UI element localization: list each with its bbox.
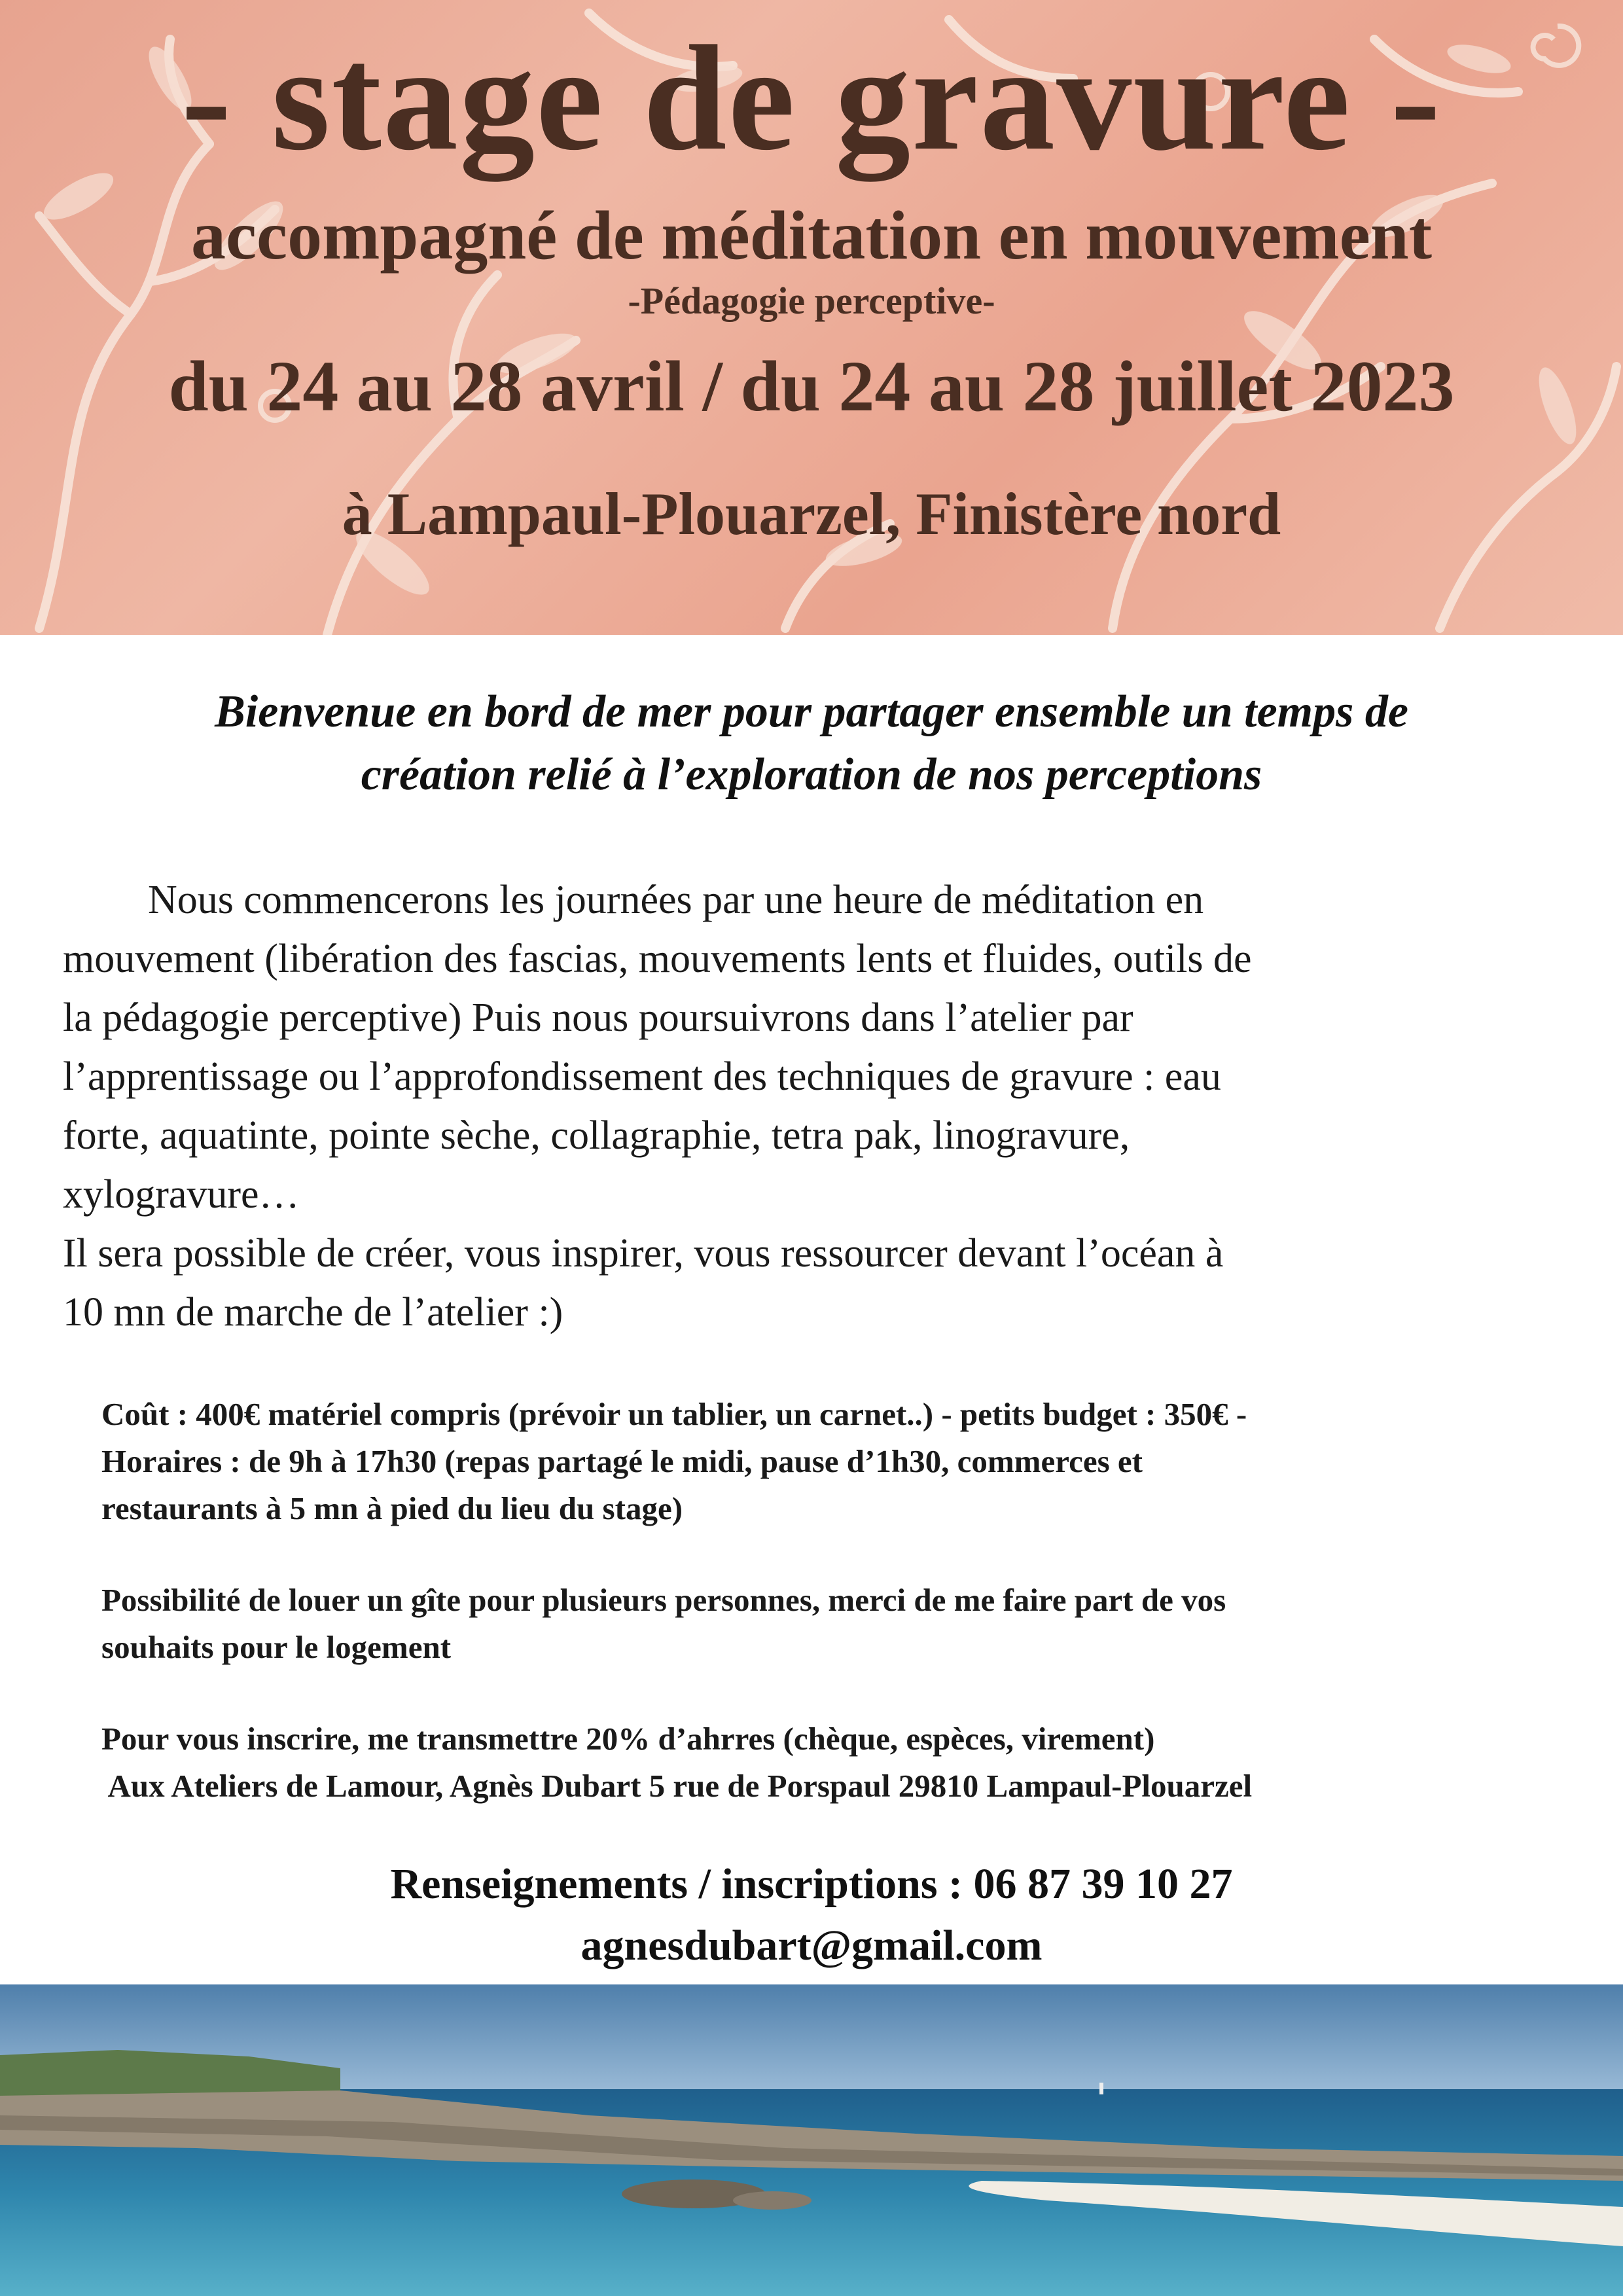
- description-line: mouvement (libération des fascias, mouvements lents et fluides, outils de: [63, 937, 1252, 981]
- hours-info: Horaires : de 9h à 17h30 (repas partagé le midi, pause d’1h30, commerces et: [101, 1443, 1143, 1479]
- intro-line: Bienvenue en bord de mer pour partager ensemble un temps de: [215, 687, 1408, 737]
- hours-info-continued: restaurants à 5 mn à pied du lieu du stage): [101, 1490, 683, 1526]
- header-banner: [0, 0, 1623, 635]
- description-line: la pédagogie perceptive) Puis nous poursuivrons dans l’atelier par: [63, 996, 1133, 1040]
- event-dates: du 24 au 28 avril / du 24 au 28 juillet 2023: [168, 346, 1455, 426]
- page-title: - stage de gravure -: [181, 14, 1442, 181]
- intro-line: création relié à l’exploration de nos perceptions: [361, 749, 1262, 800]
- registration-address: Aux Ateliers de Lamour, Agnès Dubart 5 rue de Porspaul 29810 Lampaul-Plouarzel: [101, 1768, 1253, 1804]
- practical-info: [101, 1391, 1561, 1810]
- page-subtitle: accompagné de méditation en mouvement: [191, 197, 1432, 274]
- event-location: à Lampaul-Plouarzel, Finistère nord: [342, 480, 1281, 547]
- cost-info: Coût : 400€ matériel compris (prévoir un tablier, un carnet..) - petits budget : 350€ -: [101, 1396, 1247, 1432]
- contact-block: [0, 1854, 1623, 1977]
- lodging-info: Possibilité de louer un gîte pour plusieurs personnes, merci de me faire part de vos: [101, 1582, 1226, 1618]
- contact-email[interactable]: agnesdubart@gmail.com: [580, 1922, 1043, 1969]
- description-paragraph: [63, 870, 1568, 1342]
- description-line: Il sera possible de créer, vous inspirer, vous ressourcer devant l’océan à: [63, 1231, 1224, 1276]
- description-line: 10 mn de marche de l’atelier :): [63, 1290, 563, 1335]
- contact-phone: Renseignements / inscriptions : 06 87 39 10 27: [390, 1860, 1233, 1908]
- lodging-info-continued: souhaits pour le logement: [101, 1629, 452, 1665]
- description-line: forte, aquatinte, pointe sèche, collagraphie, tetra pak, linogravure,: [63, 1113, 1130, 1158]
- description-line: Nous commencerons les journées par une heure de méditation en: [148, 878, 1204, 922]
- registration-info: Pour vous inscrire, me transmettre 20% d’ahrres (chèque, espèces, virement): [101, 1721, 1155, 1757]
- description-line: xylogravure…: [63, 1172, 300, 1217]
- description-line: l’apprentissage ou l’approfondissement des techniques de gravure : eau: [63, 1054, 1221, 1099]
- seaside-coast-photo: [0, 1984, 1623, 2296]
- pedagogy-label: -Pédagogie perceptive-: [628, 279, 995, 322]
- welcome-intro: [79, 681, 1544, 806]
